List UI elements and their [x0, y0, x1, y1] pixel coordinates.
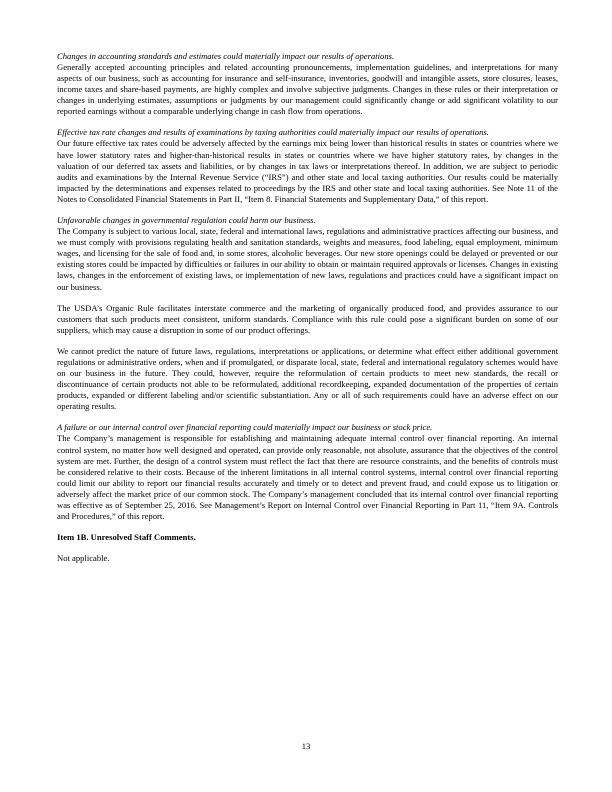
item-1b-heading: Item 1B. Unresolved Staff Comments.	[57, 532, 196, 543]
risk-section-accounting	[57, 51, 558, 117]
item-1b-text: Not applicable.	[57, 553, 110, 564]
section-body: Our future effective tax rates could be adversely affected by the earnings mix being lower than historical results in states or countries where we have lower statutory rates and higher-than-historical results in states or countries where we have higher statutory rates, by changes in the valuation of our deferred tax assets and liabilities, or by changes in tax laws or interpretations thereof. In addition, we are subject to periodic audits and examinations by the Internal Revenue Service (“IRS”) and other state and local taxing authorities. Our results could be materially impacted by the determinations and expenses related to proceedings by the IRS and other state and local taxing authorities. See Note 11 of the Notes to Consolidated Financial Statements in Part II, “Item 8. Financial Statements and Supplementary Data,” of this report.	[57, 138, 558, 204]
section-heading: Effective tax rate changes and results of examinations by taxing authorities could materially impact our results of operations.	[57, 127, 489, 138]
document-page	[57, 51, 558, 564]
risk-section-regulation	[57, 215, 558, 293]
section-body: Generally accepted accounting principles and related accounting pronouncements, implementation guidelines, and interpretations for many aspects of our business, such as accounting for insurance and self-insurance, inventories, goodwill and intangible assets, store closures, leases, income taxes and share-based payments, are highly complex and involve subjective judgments. Changes in these rules or their interpretation or changes in underlying estimates, assumptions or judgments by our management could significantly change or add significant volatility to our reported earnings without a comparable underlying change in cash flow from operations.	[57, 62, 558, 117]
section-body: The Company’s management is responsible for establishing and maintaining adequate internal control over financial reporting. An internal control system, no matter how well designed and operated, can provide only reasonable, not absolute, assurance that the objectives of the control system are met. Further, the design of a control system must reflect the fact that there are resource constraints, and the benefits of controls must be considered relative to their costs. Because of the inherent limitations in all internal control systems, internal control over financial reporting could limit our ability to report our financial results accurately and timely or to detect and prevent fraud, and could expose us to litigation or adversely affect the market price of our common stock. The Company’s management concluded that its internal control over financial reporting was effective as of September 25, 2016. See Management’s Report on Internal Control over Financial Reporting in Part 11, “Item 9A. Controls and Procedures,” of this report.	[57, 433, 558, 522]
section-heading: A failure or our internal control over financial reporting could materially impact our business or stock price.	[57, 422, 433, 433]
page-number: 13	[301, 741, 311, 751]
risk-section-internal-control	[57, 422, 558, 522]
section-body: The Company is subject to various local, state, federal and international laws, regulations and administrative practices affecting our business, and we must comply with provisions regulating health and sanitation standards, weights and measures, food labeling, equal employment, minimum wages, and licensing for the sale of food and, in some stores, alcoholic beverages. Our new store openings could be delayed or prevented or our existing stores could be impacted by difficulties or failures in our ability to obtain or maintain required approvals or licenses. Changes in existing laws, changes in the enforcement of existing laws, or implementation of new laws, regulations and practices could have a significant impact on our business.	[57, 226, 558, 292]
paragraph-future-laws: We cannot predict the nature of future laws, regulations, interpretations or applications, or determine what effect either additional government regulations or administrative orders, when and if promulgated, or disparate local, state, federal and international regulatory schemes would have on our business in the future. They could, however, require the reformulation of certain products to meet new standards, the recall or discontinuance of certain products not able to be reformulated, additional recordkeeping, expanded documentation of the properties of certain products, expanded or different labeling and/or scientific substantiation. Any or all of such requirements could have an adverse effect on our operating results.	[57, 345, 558, 412]
paragraph-usda-organic-rule: The USDA’s Organic Rule facilitates interstate commerce and the marketing of organically produced food, and provides assurance to our customers that such products meet consistent, uniform standards. Compliance with this rule could pose a significant burden on some of our suppliers, which may cause a disruption in some of our product offerings.	[57, 302, 558, 335]
section-heading: Changes in accounting standards and estimates could materially impact our results of operations.	[57, 51, 395, 61]
section-heading: Unfavorable changes in governmental regulation could harm our business.	[57, 215, 316, 226]
risk-section-tax	[57, 127, 558, 205]
